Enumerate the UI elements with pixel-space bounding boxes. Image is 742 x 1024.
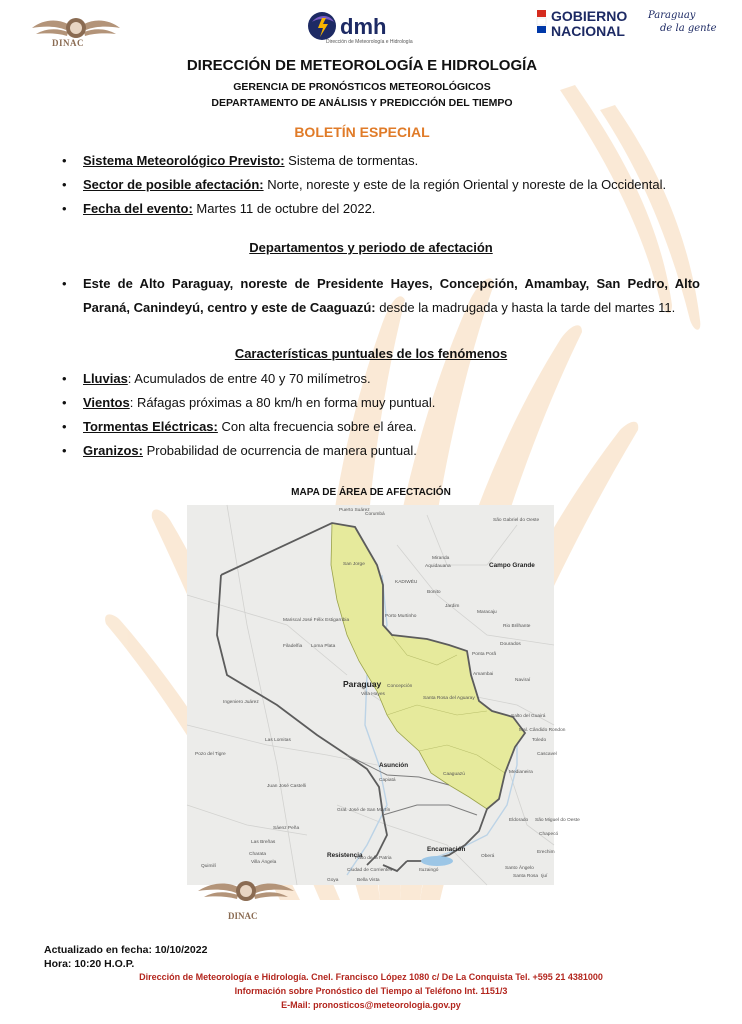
dmh-logo-subtitle: Dirección de Meteorología e Hidrología <box>326 39 413 45</box>
info-label: Fecha del evento: <box>83 201 193 216</box>
map-label-general-jose: Gral. José de San Martín <box>337 808 391 813</box>
map-label-charata: Charata <box>249 852 267 857</box>
info-label: Sector de posible afectación: <box>83 177 264 192</box>
map-label-miranda: Miranda <box>432 556 450 561</box>
bullet-icon: • <box>62 153 67 168</box>
gobierno-nacional-logo <box>551 9 651 39</box>
map-label-encarnacion: Encarnación <box>427 846 466 853</box>
characteristic-value: Probabilidad de ocurrencia de manera puntual. <box>142 443 417 458</box>
map-label-santa-rosa: Santa Rosa del Aguaray <box>423 696 475 701</box>
map-label-paraguay: Paraguay <box>343 679 382 689</box>
map-label-toledo: Toledo <box>532 738 547 743</box>
map-label-erechim: Erechim <box>537 850 555 855</box>
map-label-corumba: Corumbá <box>365 512 385 517</box>
map-label-asuncion: Asunción <box>379 762 409 769</box>
characteristic-value: : Acumulados de entre 40 y 70 milímetros. <box>127 371 371 386</box>
footer-phone: Información sobre Pronóstico del Tiempo al Teléfono Int. 1151/3 <box>234 986 508 996</box>
bullet-icon: • <box>62 201 67 216</box>
map-label-ingeniero-juarez: Ingeniero Juárez <box>223 700 259 705</box>
map-label-saenz-pena: Sáenz Peña <box>273 826 300 831</box>
characteristic-label: Lluvias <box>83 371 128 386</box>
subtitle-departamento: DEPARTAMENTO DE ANÁLISIS Y PREDICCIÓN DEL TIEMPO <box>211 97 513 109</box>
footer-address: Dirección de Meteorología e Hidrología. Cnel. Francisco López 1080 c/ De La Conquista Tel. +595 21 4381000 <box>139 972 603 982</box>
bullet-icon: • <box>62 177 67 192</box>
map-label-caaguazu: Caaguazú <box>443 772 465 777</box>
map-label-navirai: Naviraí <box>515 678 531 683</box>
map-label-ijui: Ijuí <box>541 874 548 879</box>
map-label-paso-patria: Paso de la Patria <box>355 856 392 861</box>
map-label-rio-brilhante: Rio Brilhante <box>503 624 531 629</box>
bullet-icon: • <box>62 443 67 458</box>
map-label-capiata: Capiatá <box>379 778 396 783</box>
departments-heading: Departamentos y periodo de afectación <box>249 240 493 255</box>
map-label-villa-angela: Villa Ángela <box>251 860 277 865</box>
map-label-kadiweu: KADIWÉU <box>395 580 418 585</box>
map-label-mariscal: Mariscal José Félix Estigarribia <box>283 618 350 623</box>
affected-area-map <box>187 505 580 885</box>
paraguay-de-la-gente-logo <box>648 9 720 35</box>
characteristic-value: : Ráfagas próximas a 80 km/h en forma muy puntual. <box>129 395 436 410</box>
map-label-bonito: Bonito <box>427 590 441 595</box>
map-label-salto-guaira: Salto del Guairá <box>511 714 546 719</box>
characteristic-value: Con alta frecuencia sobre el área. <box>217 419 417 434</box>
gov-line-1: GOBIERNO <box>551 8 628 24</box>
map-label-medianeira: Medianeira <box>509 770 533 775</box>
map-label-obera: Oberá <box>481 854 495 859</box>
map-label-sao-gabriel: São Gabriel do Oeste <box>493 518 540 523</box>
map-label-loma-plata: Loma Plata <box>311 644 336 649</box>
characteristic-label: Granizos: <box>83 443 143 458</box>
map-label-las-lomitas: Las Lomitas <box>265 738 291 743</box>
updated-date: Actualizado en fecha: 10/10/2022 <box>44 944 208 956</box>
info-value: Martes 11 de octubre del 2022. <box>192 201 376 216</box>
map-label-cascavel: Cascavel <box>537 752 557 757</box>
map-label-porto-murtinho: Porto Murtinho <box>385 614 417 619</box>
bullet-icon: • <box>62 276 67 291</box>
map-label-dourados: Dourados <box>500 642 521 647</box>
map-label-goya: Goya <box>327 878 339 883</box>
map-label-ponta-pora: Ponta Porã <box>472 652 497 657</box>
paraguay-flag-icon <box>537 10 546 33</box>
map-label-pozo-del-tigre: Pozo del Tigre <box>195 752 226 757</box>
gov-line-2: NACIONAL <box>551 23 625 39</box>
map-label-chapeco: Chapecó <box>539 832 559 837</box>
map-label-santa-rosa-br: Santa Rosa <box>513 874 539 879</box>
map-label-ituzaingo: Ituzaingó <box>419 868 439 873</box>
map-label-santo-angelo: Santo Ângelo <box>505 866 534 871</box>
updated-time: Hora: 10:20 H.O.P. <box>44 958 135 970</box>
dmh-logo-text: dmh <box>340 14 387 39</box>
info-value: Sistema de tormentas. <box>284 153 419 168</box>
map-label-las-brenas: Las Breñas <box>251 840 276 845</box>
gov-script-line-1: Paraguay <box>648 10 696 21</box>
map-label-filadelfia: Filadelfia <box>283 644 303 649</box>
map-label-villa-hayes: Villa Hayes <box>361 692 385 697</box>
map-label-marechal: Mal. Cândido Rondon <box>519 728 566 733</box>
bullet-icon: • <box>62 419 67 434</box>
map-label-san-jorge: San Jorge <box>343 562 365 567</box>
map-label-amambai: Amambai <box>473 672 494 677</box>
departments-list: Este de Alto Paraguay, noreste de Presidente Hayes, Concepción, Amambay, San Pedro, Alto Paraná, Canindeyú, centro y este de Caaguazú: <box>83 276 700 315</box>
departments-period: desde la madrugada y hasta la tarde del martes 11. <box>375 300 676 315</box>
bulletin-title: BOLETÍN ESPECIAL <box>294 124 430 140</box>
map-label-concepcion: Concepción <box>387 684 413 689</box>
yacyreta-lake <box>421 856 453 866</box>
map-label-corrientes: Ciudad de Corrientes <box>347 868 393 873</box>
subtitle-gerencia: GERENCIA DE PRONÓSTICOS METEOROLÓGICOS <box>233 81 491 93</box>
map-label-quimili: Quimilí <box>201 864 216 869</box>
map-label-maracaju: Maracaju <box>477 610 497 615</box>
bullet-icon: • <box>62 395 67 410</box>
gov-script-line-2: de la gente <box>660 23 717 34</box>
map-label-bella-vista: Bella Vista <box>357 878 380 883</box>
footer-email[interactable]: E-Mail: pronosticos@meteorologia.gov.py <box>281 1000 461 1010</box>
map-label-sao-miguel: São Miguel do Oeste <box>535 818 580 823</box>
map-title: MAPA DE ÁREA DE AFECTACIÓN <box>291 487 451 498</box>
info-label: Sistema Meteorológico Previsto: <box>83 153 285 168</box>
map-label-eldorado: Eldorado <box>509 818 529 823</box>
info-value: Norte, noreste y este de la región Oriental y noreste de la Occidental. <box>263 177 667 192</box>
map-label-jardim: Jardim <box>445 604 460 609</box>
characteristic-label: Tormentas Eléctricas: <box>83 419 218 434</box>
map-label-campo-grande: Campo Grande <box>489 562 535 569</box>
characteristic-label: Vientos <box>83 395 130 410</box>
bullet-icon: • <box>62 371 67 386</box>
map-label-resistencia: Resistencia <box>327 852 363 859</box>
dinac-logo-text: DINAC <box>52 38 85 48</box>
map-label-puerto-suarez: Puerto Suárez <box>339 508 370 513</box>
map-label-aquidauana: Aquidauana <box>425 564 451 569</box>
dinac-logo-bottom <box>190 873 302 913</box>
map-label-juan-jose-castelli: Juan José Castelli <box>267 784 306 789</box>
page-title: DIRECCIÓN DE METEOROLOGÍA E HIDROLOGÍA <box>186 57 538 74</box>
dinac-logo-bottom-text: DINAC <box>228 911 258 921</box>
characteristics-heading: Características puntuales de los fenómenos <box>234 346 508 361</box>
